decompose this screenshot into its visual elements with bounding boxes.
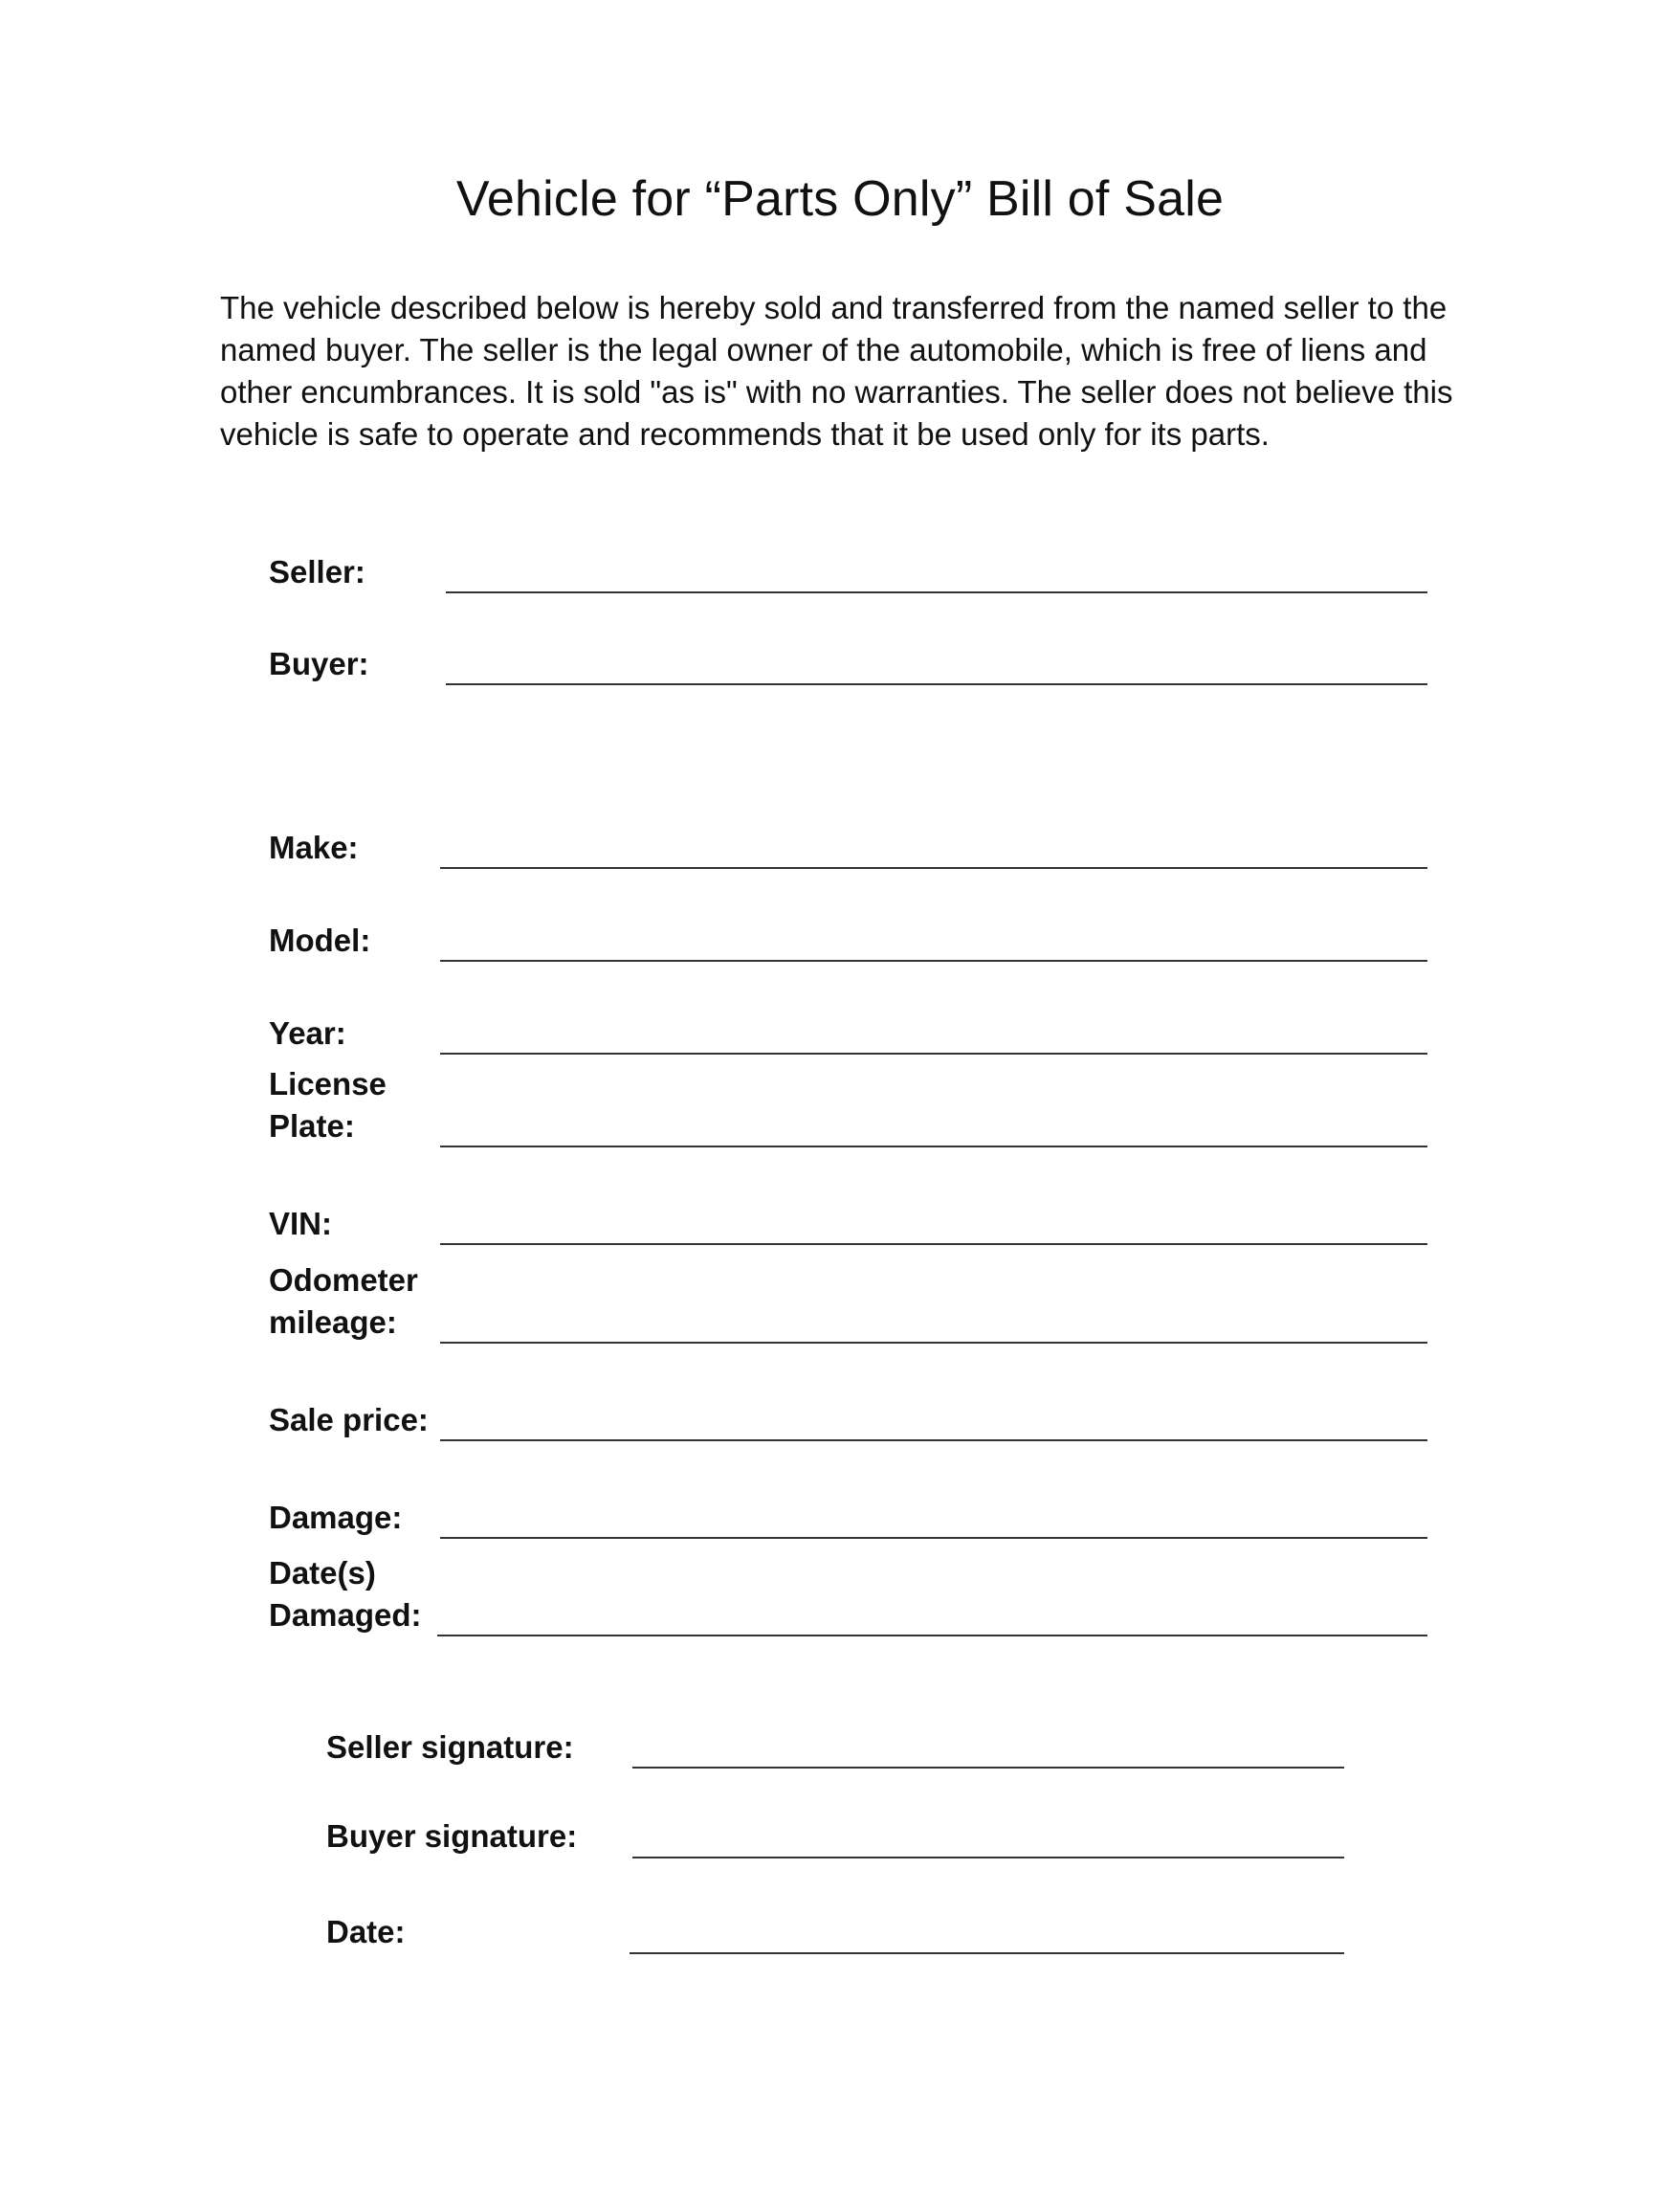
buyer-label: Buyer: [269,646,369,681]
date-label: Date: [326,1914,406,1949]
vin-label: VIN: [269,1206,332,1241]
model-field[interactable] [440,960,1427,962]
license-plate-field[interactable] [440,1146,1427,1147]
buyer-field[interactable] [446,683,1427,685]
vin-field[interactable] [440,1243,1427,1245]
intro-paragraph: The vehicle described below is hereby sold and transferred from the named seller to the named buyer. The seller is the legal owner of the automobile, which is free of liens and other encumbrances. It is sold "as is" with no warranties. The seller does not believe this vehicle is safe to operate and recommends that it be used only for its parts. [220,290,1453,452]
license-plate-label-line2: Plate: [269,1108,355,1144]
buyer-signature-field[interactable] [632,1857,1344,1858]
damage-field[interactable] [440,1537,1427,1539]
odometer-field[interactable] [440,1342,1427,1344]
seller-label: Seller: [269,554,365,590]
damage-label: Damage: [269,1500,403,1535]
sale-price-field[interactable] [440,1439,1427,1441]
license-plate-label-line1: License [269,1066,387,1102]
document-title: Vehicle for “Parts Only” Bill of Sale [455,171,1225,227]
odometer-label-line2: mileage: [269,1304,397,1340]
make-field[interactable] [440,867,1427,869]
model-label: Model: [269,923,371,958]
year-label: Year: [269,1015,346,1051]
dates-damaged-label-line1: Date(s) [269,1555,376,1591]
dates-damaged-field[interactable] [437,1635,1427,1636]
seller-signature-field[interactable] [632,1767,1344,1769]
seller-field[interactable] [446,591,1427,593]
seller-signature-label: Seller signature: [326,1729,574,1765]
sale-price-label: Sale price: [269,1402,429,1437]
year-field[interactable] [440,1053,1427,1055]
dates-damaged-label-line2: Damaged: [269,1597,422,1633]
date-field[interactable] [630,1952,1344,1954]
buyer-signature-label: Buyer signature: [326,1818,578,1854]
odometer-label-line1: Odometer [269,1262,418,1298]
make-label: Make: [269,830,359,865]
